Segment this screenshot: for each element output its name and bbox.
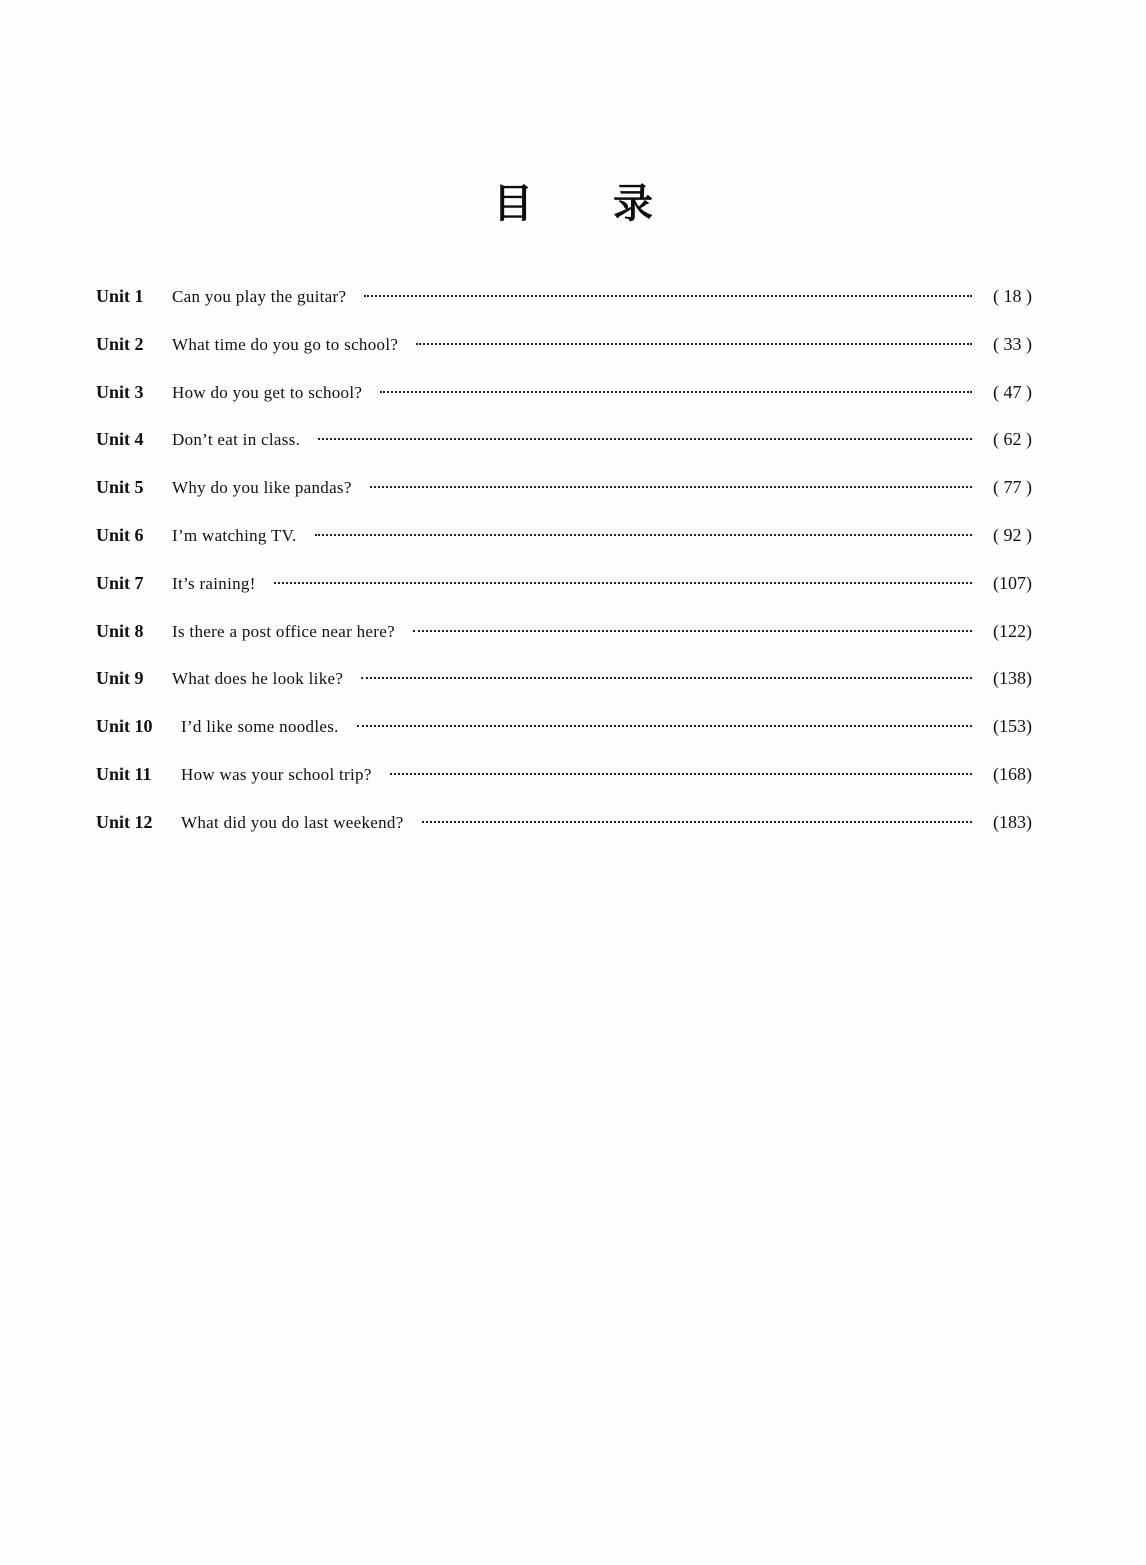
toc-entry [96, 716, 1032, 764]
toc-unit-label: Unit 2 [96, 333, 144, 354]
toc-topic: How do you get to school? [172, 382, 363, 402]
dot-leader [370, 486, 972, 488]
dot-leader [274, 582, 972, 584]
toc-unit-label: Unit 12 [96, 811, 153, 832]
toc-page-number: (122) [993, 620, 1032, 641]
title-char-1: 目 [493, 181, 533, 227]
toc-entry [96, 286, 1032, 334]
toc-unit-label: Unit 11 [96, 763, 152, 784]
table-of-contents [96, 286, 1032, 860]
toc-entry [96, 334, 1032, 382]
toc-entry [96, 812, 1032, 860]
page-title [0, 172, 1146, 229]
dot-leader [357, 725, 972, 727]
toc-page-number: (168) [993, 763, 1032, 784]
toc-page-number: ( 62 ) [993, 429, 1032, 450]
toc-page-number: ( 77 ) [993, 477, 1032, 498]
dot-leader [380, 391, 972, 393]
toc-page-number: (138) [993, 668, 1032, 689]
toc-topic: What did you do last weekend? [181, 812, 404, 832]
dot-leader [315, 534, 972, 536]
toc-topic: I’m watching TV. [172, 525, 297, 545]
toc-entry [96, 764, 1032, 812]
toc-page-number: ( 92 ) [993, 524, 1032, 545]
dot-leader [364, 295, 972, 297]
toc-topic: Is there a post office near here? [172, 621, 395, 641]
toc-entry [96, 382, 1032, 430]
dot-leader [413, 630, 972, 632]
dot-leader [416, 343, 972, 345]
toc-unit-label: Unit 8 [96, 620, 144, 641]
toc-unit-label: Unit 3 [96, 381, 144, 402]
toc-topic: Why do you like pandas? [172, 478, 352, 498]
toc-unit-label: Unit 4 [96, 429, 144, 450]
toc-page-number: ( 33 ) [993, 333, 1032, 354]
toc-entry [96, 621, 1032, 669]
dot-leader [390, 773, 972, 775]
dot-leader [318, 438, 972, 440]
toc-entry [96, 573, 1032, 621]
title-char-2: 录 [613, 181, 653, 227]
toc-entry [96, 477, 1032, 525]
toc-page-number: (153) [993, 716, 1032, 737]
toc-topic: It’s raining! [172, 573, 256, 593]
toc-unit-label: Unit 6 [96, 524, 144, 545]
toc-unit-label: Unit 7 [96, 572, 144, 593]
toc-entry [96, 429, 1032, 477]
toc-page-number: (107) [993, 572, 1032, 593]
toc-page-number: ( 47 ) [993, 381, 1032, 402]
toc-topic: I’d like some noodles. [181, 717, 339, 737]
toc-entry [96, 525, 1032, 573]
toc-entry [96, 668, 1032, 716]
toc-topic: Can you play the guitar? [172, 287, 347, 306]
toc-page-number: (183) [993, 811, 1032, 832]
toc-unit-label: Unit 9 [96, 668, 144, 689]
dot-leader [422, 821, 972, 823]
dot-leader [361, 677, 972, 679]
toc-unit-label: Unit 10 [96, 716, 153, 737]
toc-topic: What does he look like? [172, 669, 344, 689]
toc-page-number: ( 18 ) [993, 286, 1032, 306]
toc-unit-label: Unit 1 [96, 286, 144, 306]
toc-topic: What time do you go to school? [172, 334, 399, 354]
toc-topic: How was your school trip? [181, 764, 372, 784]
toc-unit-label: Unit 5 [96, 477, 144, 498]
toc-topic: Don’t eat in class. [172, 430, 301, 450]
